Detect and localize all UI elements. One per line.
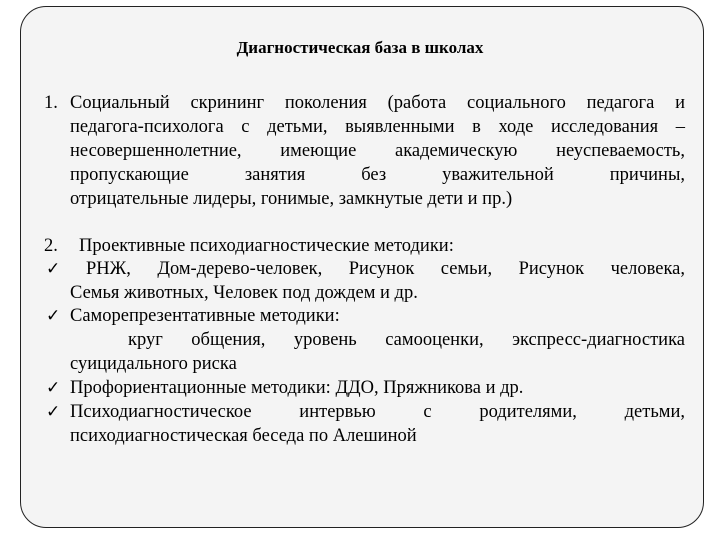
check-icon: ✓: [46, 378, 61, 398]
item-1-number: 1.: [44, 93, 58, 113]
check-icon: ✓: [46, 306, 61, 326]
item-1-line-3: несовершеннолетние, имеющие академическую неуспеваемость,: [70, 141, 685, 161]
item-1-line-5: отрицательные лидеры, гонимые, замкнутые дети и пр.): [70, 189, 513, 209]
item-1-line-2: педагога-психолога с детьми, выявленными в ходе исследования –: [70, 117, 685, 137]
item-2-number: 2.: [44, 236, 58, 256]
item-1-line-4: пропускающие занятия без уважительной причины,: [70, 165, 685, 185]
item-2-heading: Проективные психодиагностические методики:: [79, 236, 454, 256]
bullet-4-line-1: Психодиагностическое интервью с родителями, детьми,: [70, 402, 685, 422]
bullet-2-line-3: суицидального риска: [70, 354, 237, 374]
bullet-2-line-2: круг общения, уровень самооценки, экспресс-диагностика: [128, 330, 685, 350]
item-1-line-1: Социальный скрининг поколения (работа социального педагога и: [70, 93, 685, 113]
bullet-1-line-1: РНЖ, Дом-дерево-человек, Рисунок семьи, Рисунок человека,: [86, 259, 685, 279]
bullet-4-line-2: психодиагностическая беседа по Алешиной: [70, 426, 417, 446]
check-icon: ✓: [46, 259, 61, 279]
page-title: Диагностическая база в школах: [236, 38, 484, 57]
bullet-2-line-1: Саморепрезентативные методики:: [70, 306, 340, 326]
check-icon: ✓: [46, 402, 61, 422]
bullet-1-line-2: Семья животных, Человек под дождем и др.: [70, 283, 418, 303]
bullet-3-line-1: Профориентационные методики: ДДО, Пряжникова и др.: [70, 378, 524, 398]
